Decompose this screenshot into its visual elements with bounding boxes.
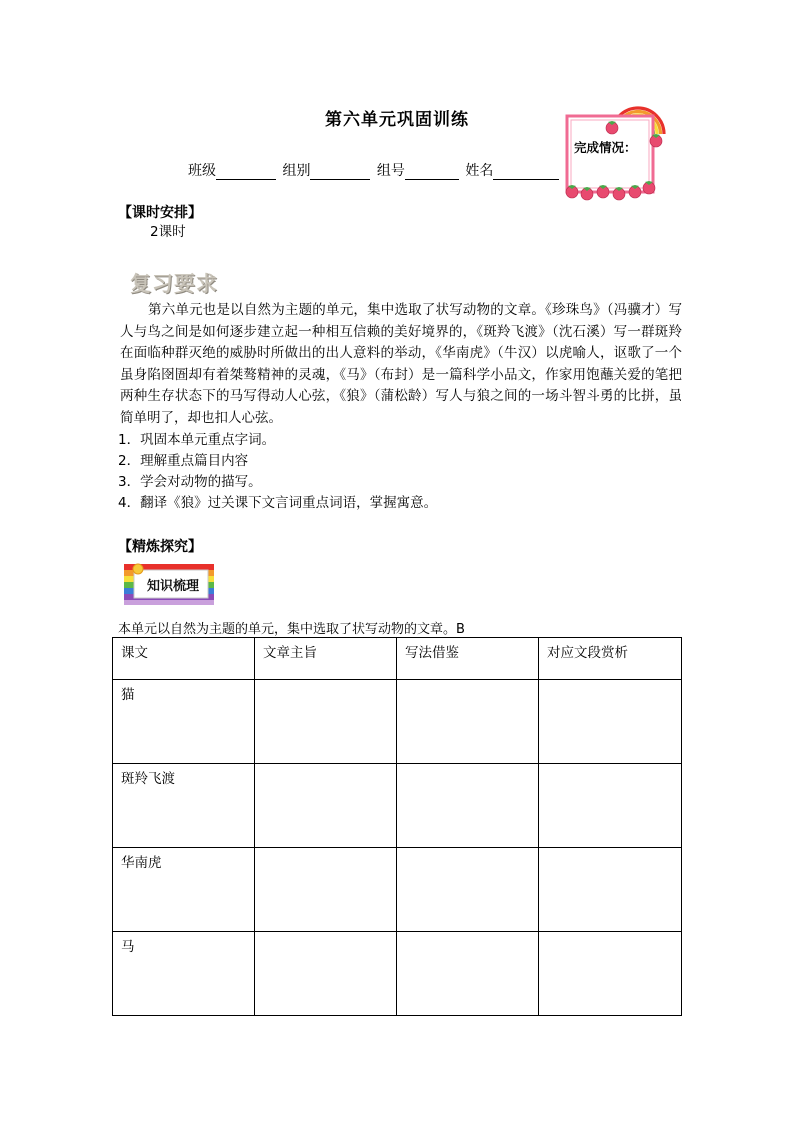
knowledge-label: 知识梳理: [146, 579, 199, 594]
lesson-cell: 华南虎: [113, 848, 255, 932]
name-label: 姓名: [465, 163, 494, 179]
review-list: [118, 430, 437, 514]
answer-cell[interactable]: [397, 680, 539, 764]
student-info-row: [188, 160, 561, 180]
summary-table: [112, 637, 682, 1016]
answer-cell[interactable]: [397, 848, 539, 932]
list-item: 3．学会对动物的描写。: [118, 474, 262, 490]
answer-cell[interactable]: [539, 680, 682, 764]
knowledge-banner: [124, 562, 214, 606]
table-row: [113, 764, 682, 848]
header-main-idea: 文章主旨: [255, 638, 397, 680]
table-header-row: [113, 638, 682, 680]
answer-cell[interactable]: [539, 764, 682, 848]
group-label: 组别: [282, 163, 311, 179]
list-item: 2．理解重点篇目内容: [118, 453, 249, 469]
answer-cell[interactable]: [539, 932, 682, 1016]
lesson-cell: 马: [113, 932, 255, 1016]
review-paragraph: 第六单元也是以自然为主题的单元，集中选取了状写动物的文章。《珍珠鸟》（冯骥才）写人与鸟之间是如何逐步建立起一种相互信赖的美好境界的，《斑羚飞渡》（沈石溪）写一群斑羚在面临种群灭绝的威胁时所做出的出人意料的举动，《华南虎》（牛汉）以虎喻人，讴歌了一个虽身陷囹圄却有着桀骜精神的灵魂，《马》（布封）是一篇科学小品文，作家用饱蘸关爱的笔把两种生存状态下的马写得动人心弦，《狼》（蒲松龄）写人与狼之间的一场斗智斗勇的比拼，虽简单明了，却也扣人心弦。: [120, 302, 682, 426]
table-row: [113, 848, 682, 932]
page-title: 第六单元巩固训练: [325, 110, 469, 130]
header-writing-technique: 写法借鉴: [397, 638, 539, 680]
answer-cell[interactable]: [255, 932, 397, 1016]
table-intro: 本单元以自然为主题的单元，集中选取了状写动物的文章。B: [118, 622, 465, 637]
header-lesson: 课文: [113, 638, 255, 680]
answer-cell[interactable]: [255, 680, 397, 764]
group-number-label: 组号: [376, 163, 405, 179]
name-field[interactable]: [493, 165, 559, 180]
answer-cell[interactable]: [397, 764, 539, 848]
list-item: 1．巩固本单元重点字词。: [118, 432, 276, 448]
class-label: 班级: [188, 163, 216, 179]
schedule-value: 2课时: [150, 224, 186, 240]
practice-heading: 【精炼探究】: [118, 539, 202, 555]
list-item: 4．翻译《狼》过关课下文言词重点词语，掌握寓意。: [118, 495, 438, 511]
schedule-heading: 【课时安排】: [118, 205, 202, 221]
class-field[interactable]: [216, 165, 276, 180]
answer-cell[interactable]: [397, 932, 539, 1016]
group-number-field[interactable]: [405, 165, 459, 180]
answer-cell[interactable]: [255, 848, 397, 932]
group-field[interactable]: [310, 165, 370, 180]
table-row: [113, 680, 682, 764]
answer-cell[interactable]: [255, 764, 397, 848]
table-row: [113, 932, 682, 1016]
completion-label: 完成情况：: [574, 140, 637, 155]
lesson-cell: 猫: [113, 680, 255, 764]
review-heading: 复习要求: [130, 272, 218, 296]
answer-cell[interactable]: [539, 848, 682, 932]
completion-badge: [556, 100, 676, 204]
header-passage-analysis: 对应文段赏析: [539, 638, 682, 680]
lesson-cell: 斑羚飞渡: [113, 764, 255, 848]
